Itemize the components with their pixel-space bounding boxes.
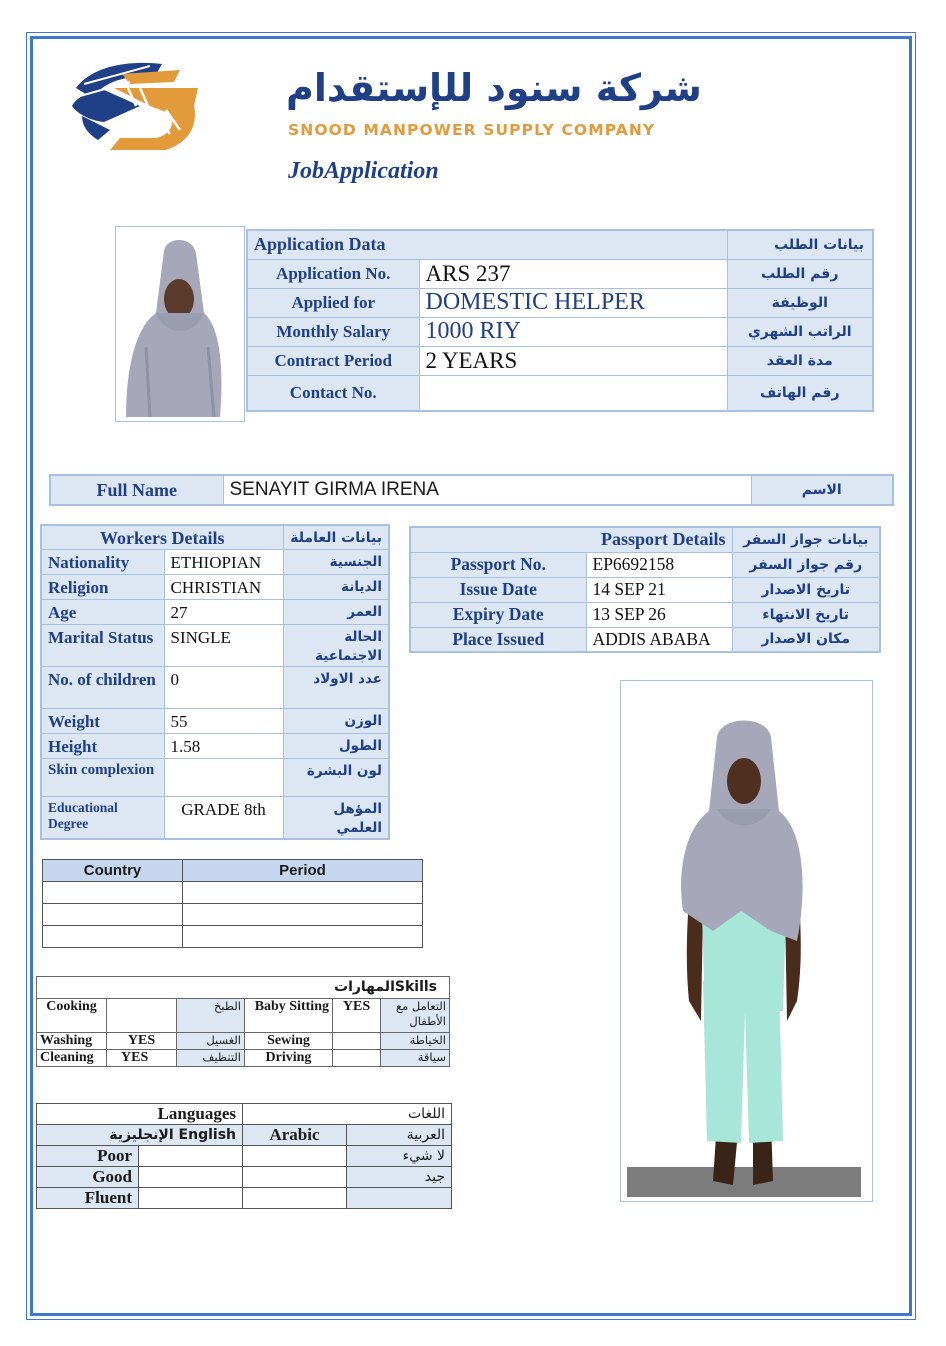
period-cell [183,904,423,926]
weight-label-ar: الوزن [283,708,389,733]
weight-value: 55 [164,708,283,733]
document-title: JobApplication [288,158,439,184]
portrait-photo [115,226,245,422]
expiry-date-value: 13 SEP 26 [586,602,732,627]
sewing-label: Sewing [245,1033,333,1050]
driving-value [333,1050,381,1067]
company-name-english: SNOOD MANPOWER SUPPLY COMPANY [288,121,656,139]
workers-details-table [40,524,390,840]
full-name-label-ar: الاسم [751,475,893,505]
children-value: 0 [164,666,283,708]
passport-no-label: Passport No. [410,552,586,577]
english-poor-cell [139,1146,243,1167]
contract-period-label-ar: مدة العقد [727,346,873,375]
children-label-ar: عدد الاولاد [283,666,389,708]
good-label: Good [37,1167,139,1188]
passport-no-value: EP6692158 [586,552,732,577]
passport-details-table [409,526,881,653]
religion-label-ar: الديانة [283,574,389,599]
monthly-salary-value: 1000 RIY [419,317,727,346]
applied-for-label-ar: الوظيفة [727,288,873,317]
country-cell [43,904,183,926]
place-issued-value: ADDIS ABABA [586,627,732,652]
application-no-value: ARS 237 [419,259,727,288]
poor-label-ar: لا شيء [347,1146,452,1167]
issue-date-label-ar: تاريخ الاصدار [732,577,880,602]
expiry-date-label: Expiry Date [410,602,586,627]
marital-status-label-ar: الحالة الاجتماعية [283,624,389,666]
passport-details-header: Passport Details [410,527,732,552]
country-header: Country [43,860,183,882]
height-value: 1.58 [164,733,283,758]
education-label-ar: المؤهل العلمي [283,796,389,839]
driving-label: Driving [245,1050,333,1067]
poor-label: Poor [37,1146,139,1167]
period-cell [183,882,423,904]
baby-sitting-label-ar: التعامل مع الأطفال [381,999,450,1033]
cooking-value [107,999,177,1033]
education-value: GRADE 8th [164,796,283,839]
workers-details-header: Workers Details [41,525,283,549]
skin-complexion-label-ar: لون البشرة [283,758,389,796]
contract-period-value: 2 YEARS [419,346,727,375]
application-data-table [246,229,874,412]
full-body-photo [620,680,873,1202]
company-name-arabic: شركة سنود للإستقدام [286,66,702,110]
height-label-ar: الطول [283,733,389,758]
skills-title: المهاراتSkills [37,977,450,999]
arabic-header-ar: العربية [347,1125,452,1146]
contact-no-label: Contact No. [247,375,419,411]
baby-sitting-value: YES [333,999,381,1033]
languages-header: Languages [37,1104,243,1125]
monthly-salary-label-ar: الراتب الشهري [727,317,873,346]
cleaning-label-ar: التنظيف [177,1050,245,1067]
application-no-label-ar: رقم الطلب [727,259,873,288]
monthly-salary-label: Monthly Salary [247,317,419,346]
age-value: 27 [164,599,283,624]
contract-period-label: Contract Period [247,346,419,375]
cleaning-value: YES [107,1050,177,1067]
applied-for-value: DOMESTIC HELPER [419,288,727,317]
weight-label: Weight [41,708,164,733]
english-good-cell [139,1167,243,1188]
country-cell [43,926,183,948]
arabic-fluent-cell [243,1188,347,1209]
driving-label-ar: سياقة [381,1050,450,1067]
application-data-header: Application Data [247,230,727,259]
issue-date-value: 14 SEP 21 [586,577,732,602]
expiry-date-label-ar: تاريخ الانتهاء [732,602,880,627]
washing-label-ar: الغسيل [177,1033,245,1050]
workers-details-header-ar: بيانات العاملة [283,525,389,549]
children-label: No. of children [41,666,164,708]
skin-complexion-value [164,758,283,796]
nationality-label-ar: الجنسية [283,549,389,574]
english-header: الإنجليزية English [37,1125,243,1146]
age-label-ar: العمر [283,599,389,624]
contact-no-value [419,375,727,411]
fluent-label: Fluent [37,1188,139,1209]
nationality-value: ETHIOPIAN [164,549,283,574]
full-name-table [49,474,894,506]
application-data-header-ar: بيانات الطلب [727,230,873,259]
cleaning-label: Cleaning [37,1050,107,1067]
sewing-label-ar: الخياطة [381,1033,450,1050]
contact-no-label-ar: رقم الهاتف [727,375,873,411]
passport-no-label-ar: رقم جواز السفر [732,552,880,577]
arabic-good-cell [243,1167,347,1188]
cooking-label-ar: الطبخ [177,999,245,1033]
arabic-header: Arabic [243,1125,347,1146]
passport-details-header-ar: بيانات جواز السفر [732,527,880,552]
place-issued-label-ar: مكان الاصدار [732,627,880,652]
full-name-value: SENAYIT GIRMA IRENA [223,475,751,505]
nationality-label: Nationality [41,549,164,574]
education-label: Educational Degree [41,796,164,839]
languages-header-ar: اللغات [243,1104,452,1125]
full-name-label: Full Name [50,475,223,505]
skin-complexion-label: Skin complexion [41,758,164,796]
washing-label: Washing [37,1033,107,1050]
company-logo [70,58,202,154]
baby-sitting-label: Baby Sitting [245,999,333,1033]
fluent-label-ar [347,1188,452,1209]
height-label: Height [41,733,164,758]
period-cell [183,926,423,948]
washing-value: YES [107,1033,177,1050]
arabic-poor-cell [243,1146,347,1167]
application-no-label: Application No. [247,259,419,288]
religion-value: CHRISTIAN [164,574,283,599]
languages-table [36,1103,452,1209]
religion-label: Religion [41,574,164,599]
sewing-value [333,1033,381,1050]
english-fluent-cell [139,1188,243,1209]
applied-for-label: Applied for [247,288,419,317]
place-issued-label: Place Issued [410,627,586,652]
issue-date-label: Issue Date [410,577,586,602]
period-header: Period [183,860,423,882]
country-cell [43,882,183,904]
experience-table [42,859,423,948]
marital-status-label: Marital Status [41,624,164,666]
cooking-label: Cooking [37,999,107,1033]
marital-status-value: SINGLE [164,624,283,666]
skills-table [36,976,450,1067]
good-label-ar: جيد [347,1167,452,1188]
age-label: Age [41,599,164,624]
